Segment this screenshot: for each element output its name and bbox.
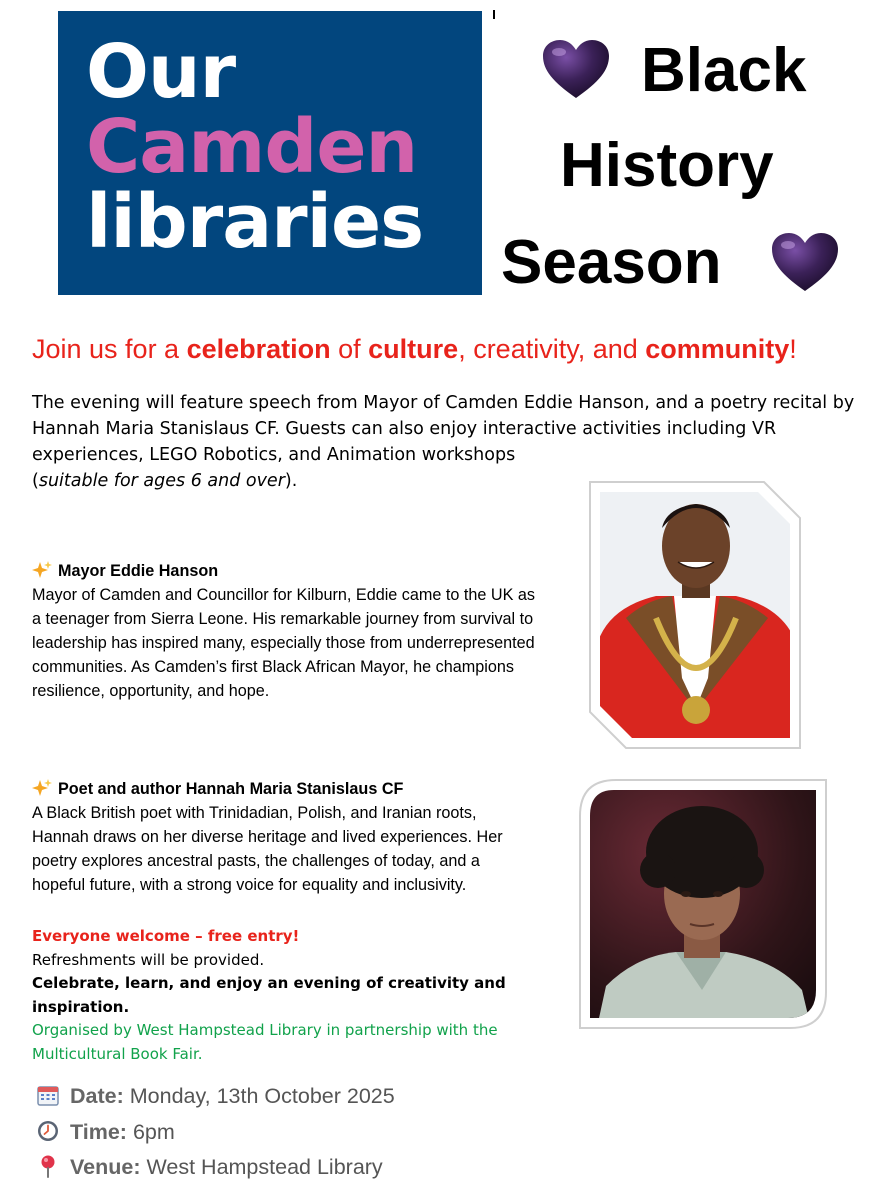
mayor-photo	[586, 478, 804, 752]
title-black: Black	[641, 36, 807, 105]
refreshments-text: Refreshments will be provided.	[32, 950, 265, 969]
event-time: Time: 6pm	[36, 1119, 175, 1145]
mark	[493, 10, 495, 19]
camden-libraries-logo	[58, 11, 482, 295]
headline: Join us for a celebration of culture, creativity, and community!	[32, 334, 797, 364]
intro-paragraph: The evening will feature speech from Mayor of Camden Eddie Hanson, and a poetry recital by Hannah Maria Stanislaus CF. Guests can also enjoy interactive activities including VR experiences, LEGO Robotics, and Animation workshops (suitable for ages 6 and over).	[32, 393, 855, 491]
organiser-text: Organised by West Hampstead Library in partnership with the	[32, 1021, 498, 1039]
logo-line-libraries: libraries	[86, 179, 424, 265]
purple-heart-icon	[770, 231, 840, 293]
logo-line-our: Our	[86, 29, 236, 115]
round-pushpin-icon	[36, 1154, 60, 1178]
event-notes: Everyone welcome – free entry! Refreshments will be provided. Celebrate, learn, and enjoy an evening of creativity and inspiration. Organised by West Hampstead Library in partnership with the Multicultural Book Fair.	[32, 927, 506, 1063]
event-venue: Venue: West Hampstead Library	[36, 1154, 383, 1180]
free-entry-text: Everyone welcome – free entry!	[32, 927, 300, 945]
mayor-bio: Mayor Eddie Hanson Mayor of Camden and Councillor for Kilburn, Eddie came to the UK as a teenager from Sierra Leone. His remarkable journey from survival to leadership has inspired many, especially those from underrepresented communities. As Camden’s first Black African Mayor, he champions resilience, opportunity, and hope.	[32, 562, 535, 700]
clock-icon	[36, 1119, 60, 1143]
purple-heart-icon	[541, 38, 611, 100]
poet-bio: Poet and author Hannah Maria Stanislaus CF A Black British poet with Trinidadian, Polish, and Iranian roots, Hannah draws on her diverse heritage and lived experiences. Her poetry explores ancestral pasts, the challenges of today, and a hopeful future, with a strong voice for equality and inclusivity.	[32, 780, 503, 894]
age-note: suitable for ages 6 and over	[38, 471, 285, 491]
title-season: Season	[501, 228, 722, 297]
mayor-title: Mayor Eddie Hanson	[58, 562, 219, 580]
sparkles-icon	[32, 779, 52, 797]
sparkles-icon	[32, 561, 52, 579]
poet-title: Poet and author Hannah Maria Stanislaus CF	[58, 780, 404, 798]
logo-line-camden: Camden	[86, 104, 418, 190]
event-date: Date: Monday, 13th October 2025	[36, 1083, 395, 1109]
title-history: History	[560, 131, 774, 200]
poet-photo	[576, 776, 830, 1032]
calendar-icon	[36, 1083, 60, 1107]
